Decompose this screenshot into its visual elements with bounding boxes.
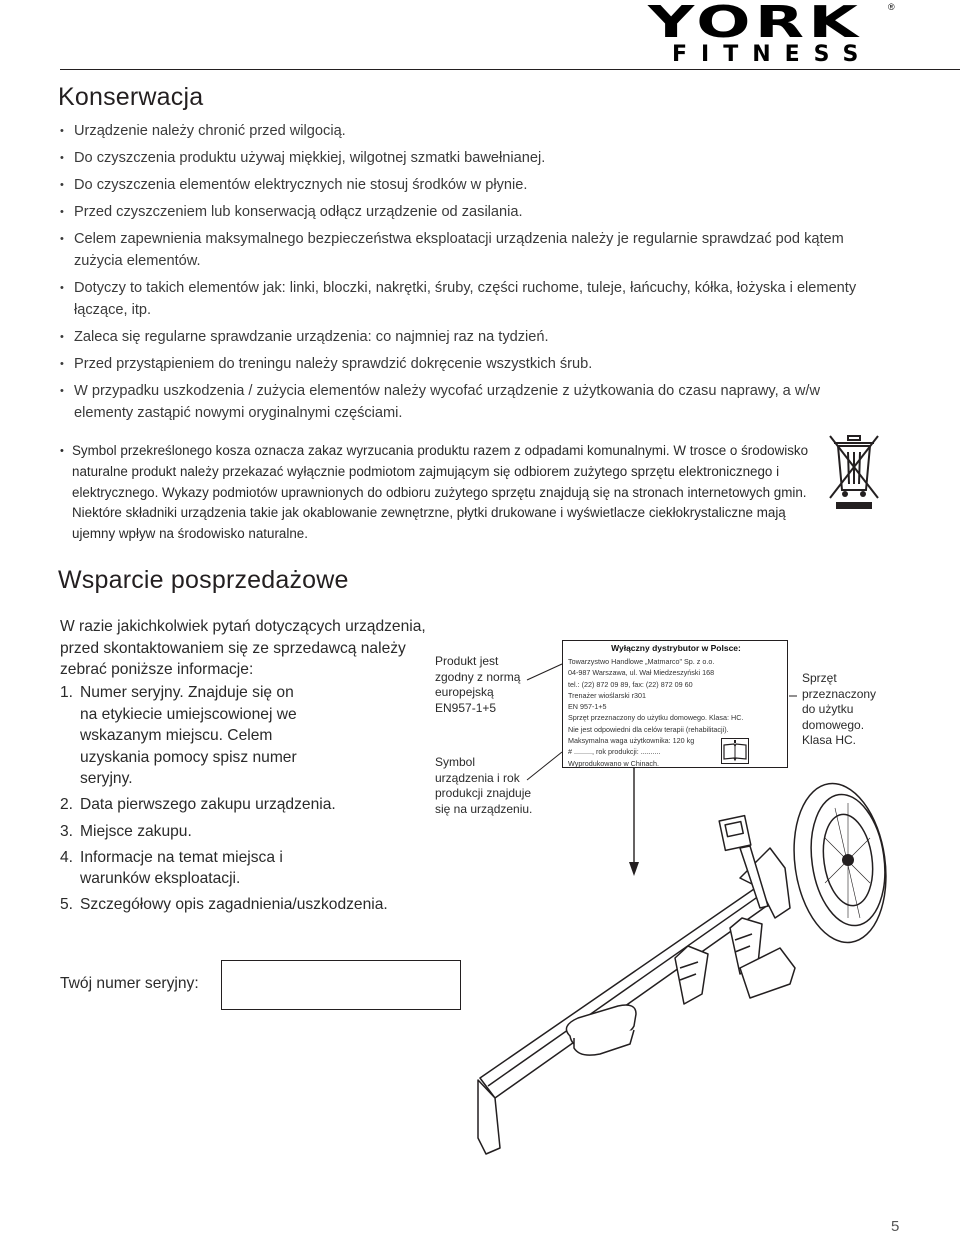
label-line: Nie jest odpowiedni dla celów terapii (rehabilitacji). [568, 724, 729, 734]
list-item [60, 682, 420, 790]
step-number: 2. [60, 796, 74, 814]
label-line: EN 957-1+5 [568, 702, 607, 712]
maintenance-list [60, 120, 860, 429]
step-text: Miejsce zakupu. [80, 822, 192, 840]
serial-number-box [221, 960, 461, 1010]
label-line: 04-987 Warszawa, ul. Wał Miedzeszyński 168 [568, 668, 715, 678]
list-item: • W przypadku uszkodzenia / zużycia elementów należy wycofać urządzenie z użytkowania do czasu naprawy, a w/w elementy zastąpić nowymi oryginalnymi częściami. [60, 380, 860, 424]
list-item: • Do czyszczenia elementów elektrycznych nie stosuj środków w płynie. [60, 174, 860, 196]
list-item: • Celem zapewnienia maksymalnego bezpieczeństwa eksploatacji urządzenia należy je regularnie sprawdzać pod kątem zużycia elementów. [60, 228, 860, 272]
list-item: • Do czyszczenia produktu używaj miękkiej, wilgotnej szmatki bawełnianej. [60, 147, 860, 169]
crossed-bin-icon [826, 432, 882, 512]
section-title-wsparcie: Wsparcie posprzedażowe [58, 566, 349, 594]
list-item: • Przed przystąpieniem do treningu należy sprawdzić dokręcenie wszystkich śrub. [60, 353, 860, 375]
label-line: Sprzęt przeznaczony do użytku domowego. Klasa: HC. [568, 713, 744, 723]
step-text: Informacje na temat miejsca i warunków eksploatacji. [80, 848, 283, 888]
label-line: # ........., rok produkcji: .......... [568, 747, 661, 757]
label-line: Wyprodukowano w Chinach. [568, 758, 660, 768]
logo-fitness-text: FITNESS [672, 42, 873, 67]
support-steps [60, 682, 420, 920]
step-text: Numer seryjny. Znajduje się on na etykiecie umiejscowionej we wskazanym miejscu. Celem uzyskania pomocy spisz numer seryjny. [80, 684, 297, 788]
label-title: Wyłączny dystrybutor w Polsce: [611, 643, 741, 653]
label-line: tel.: (22) 872 09 89, fax: (22) 872 09 60 [568, 679, 693, 689]
york-logo [648, 0, 890, 48]
step-number: 4. [60, 848, 74, 866]
list-item: • Urządzenie należy chronić przed wilgocią. [60, 120, 860, 142]
compliance-note: Produkt jest zgodny z normą europejską EN957-1+5 [435, 654, 521, 715]
step-number: 1. [60, 684, 74, 701]
label-line: Towarzystwo Handlowe „Matmarco" Sp. z o.o. [568, 657, 715, 666]
label-line: Maksymalna waga użytkownika: 120 kg [568, 736, 695, 746]
list-item: • Zaleca się regularne sprawdzanie urządzenia: co najmniej raz na tydzień. [60, 326, 860, 348]
list-item [60, 821, 420, 843]
list-item [60, 794, 420, 816]
rowing-machine-illustration [440, 768, 890, 1168]
weee-paragraph: • Symbol przekreślonego kosza oznacza zakaz wyrzucania produktu razem z odpadami komunalnymi. W trosce o środowisko naturalne produkt należy przekazać wyłącznie podmiotom zajmującym się odbiorem zużytego sprzętu elektronicznego i elektrycznego. Wykazy podmiotów uprawnionych do odbioru zużytego sprzętu znajdują się na stronach internetowych gmin. Niektóre składniki urządzenia takie jak okablowanie zewnętrzne, płytki drukowane i wyświetlacze ciekłokrystaliczne mają ujemny wpływ na środowisko naturalne. [60, 441, 810, 545]
step-text: Szczegółowy opis zagadnienia/uszkodzenia. [80, 896, 388, 914]
support-intro: W razie jakichkolwiek pytań dotyczących urządzenia, przed skontaktowaniem się ze sprzedawcą należy zebrać poniższe informacje: [60, 618, 426, 679]
page-number: 5 [891, 1218, 900, 1235]
header-rule [60, 69, 960, 70]
list-item [60, 847, 420, 890]
symbol-note: Symbol urządzenia i rok produkcji znajduje się na urządzeniu. [435, 755, 533, 816]
product-label [562, 640, 788, 768]
step-text: Data pierwszego zakupu urządzenia. [80, 796, 336, 814]
list-item: • Dotyczy to takich elementów jak: linki, bloczki, nakrętki, śruby, części ruchome, tuleje, łańcuchy, kółka, łożyska i elementy łączące, itp. [60, 277, 860, 321]
logo-york-text: YORK [648, 0, 863, 48]
read-manual-icon [721, 738, 749, 764]
class-note: Sprzęt przeznaczony do użytku domowego. Klasa HC. [802, 671, 877, 748]
step-number: 3. [60, 822, 74, 840]
registered-mark: ® [888, 2, 895, 12]
section-title-konserwacja: Konserwacja [58, 83, 204, 111]
list-item [60, 894, 420, 916]
label-line: Trenażer wioślarski r301 [568, 690, 647, 700]
list-item: • Przed czyszczeniem lub konserwacją odłącz urządzenie od zasilania. [60, 201, 860, 223]
serial-number-label: Twój numer seryjny: [60, 975, 199, 992]
step-number: 5. [60, 896, 74, 914]
